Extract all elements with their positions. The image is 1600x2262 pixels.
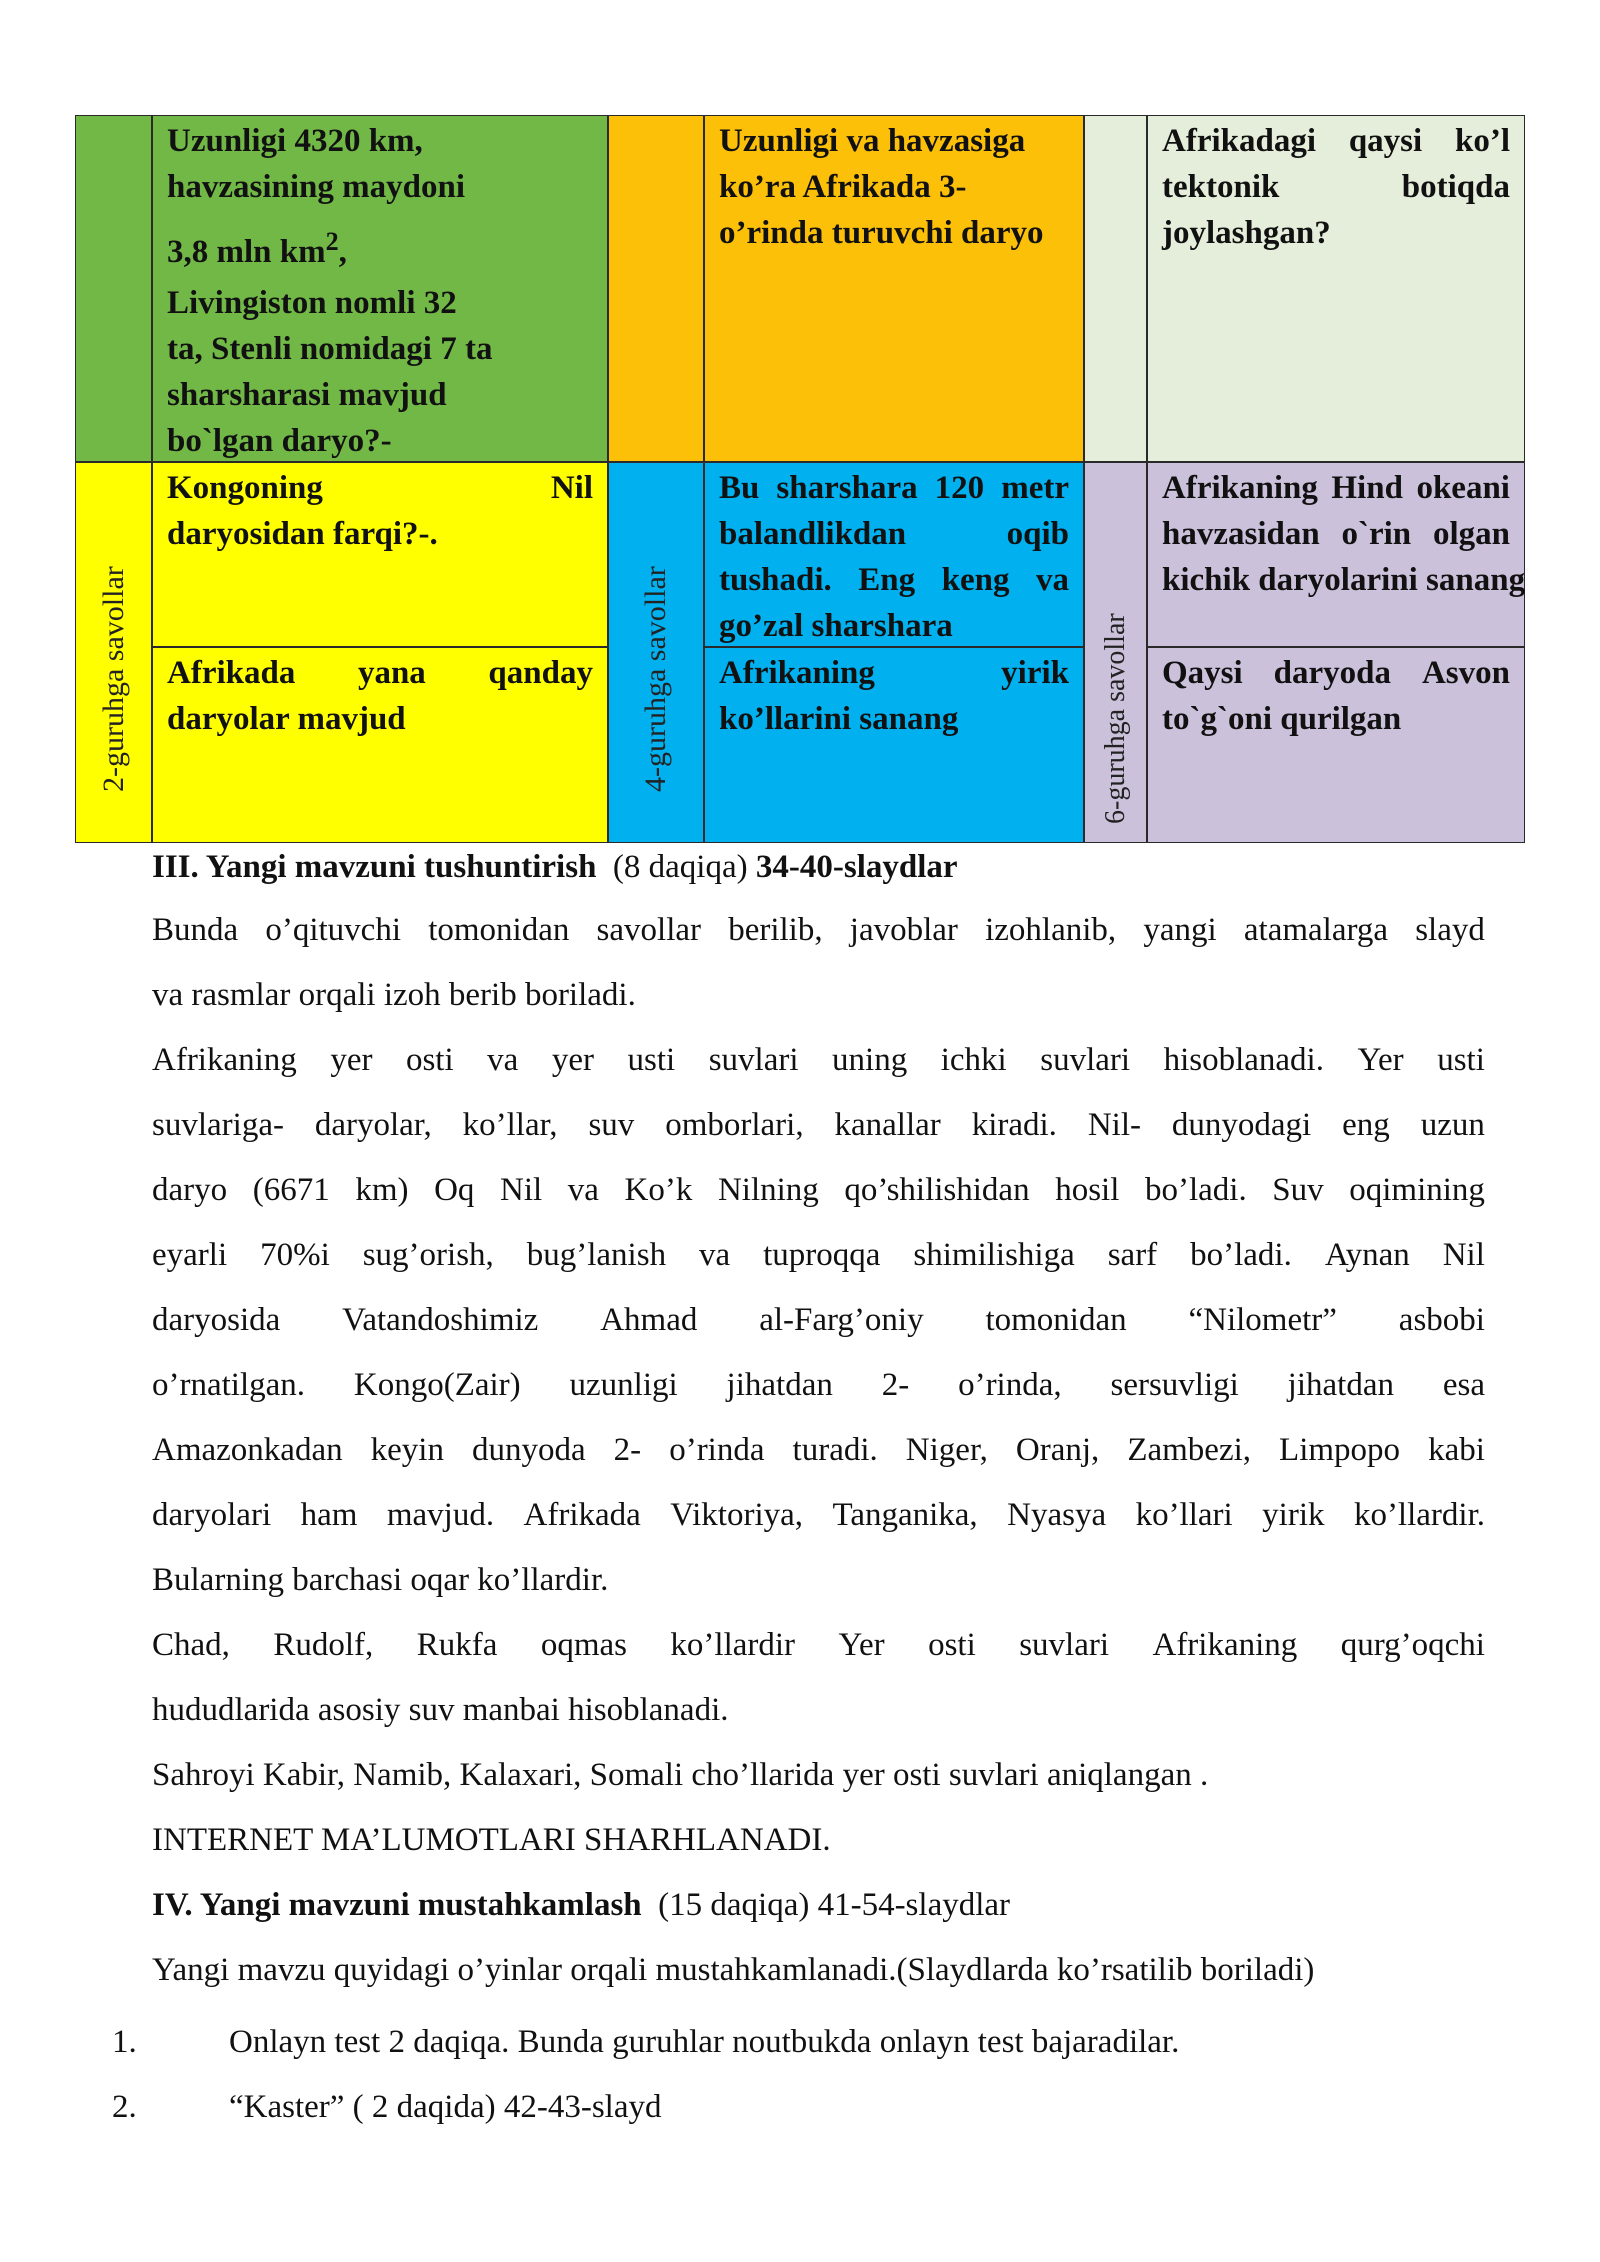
- group-strip-1: [75, 115, 152, 462]
- word: yer: [330, 1042, 373, 1078]
- word: Zambezi,: [1127, 1432, 1252, 1468]
- word: sersuvligi: [1110, 1367, 1239, 1403]
- paragraph-line: INTERNET MA’LUMOTLARI SHARHLANADI.: [152, 1822, 831, 1858]
- word: daryolar,: [314, 1107, 432, 1143]
- cell-line: [1162, 465, 1510, 511]
- cell-line: o’rinda turuvchi daryo: [719, 215, 1044, 251]
- word: yirik: [1001, 655, 1069, 691]
- heading-duration: (15 daqiqa) 41-54-slaydlar: [658, 1887, 1011, 1923]
- word: Tanganika,: [832, 1497, 978, 1533]
- word: Aynan: [1324, 1237, 1410, 1273]
- word: metr: [1001, 470, 1069, 506]
- word: “Nilometr”: [1188, 1302, 1337, 1338]
- word: havzasidan: [1162, 516, 1320, 552]
- word: Rukfa: [416, 1627, 498, 1663]
- word: o’rnatilgan.: [152, 1367, 306, 1403]
- word: eng: [1342, 1107, 1390, 1143]
- cell-line: [167, 210, 593, 280]
- word: yangi: [1143, 912, 1217, 948]
- word: suvlari: [708, 1042, 799, 1078]
- word: km): [355, 1172, 409, 1208]
- word: qaysi: [1348, 123, 1423, 159]
- word: tuproqqa: [763, 1237, 881, 1273]
- word: yer: [551, 1042, 594, 1078]
- group-strip-2: [608, 115, 704, 462]
- word: qurg’oqchi: [1340, 1627, 1485, 1663]
- cell-line: [167, 696, 593, 742]
- group-label-4: [608, 462, 704, 843]
- word: suvlariga-: [152, 1107, 284, 1143]
- word: ko’llari: [1135, 1497, 1233, 1533]
- word: Ko’k: [624, 1172, 693, 1208]
- word: Afrikada: [167, 655, 296, 691]
- item-text: Onlayn test 2 daqiqa. Bunda guruhlar noutbukda onlayn test bajaradilar.: [229, 2024, 1180, 2060]
- word: tomonidan: [428, 912, 570, 948]
- word: savollar: [596, 912, 702, 948]
- word: Viktoriya,: [670, 1497, 804, 1533]
- paragraph-line: [152, 898, 1485, 963]
- word: botiqda: [1401, 169, 1510, 205]
- word: jihatdan: [1287, 1367, 1394, 1403]
- word: usti: [627, 1042, 676, 1078]
- word: suvlari: [1019, 1627, 1110, 1663]
- paragraph-line: [152, 1418, 1485, 1483]
- cell-line: [167, 511, 593, 557]
- paragraph-line: va rasmlar orqali izoh berib boriladi.: [152, 977, 636, 1013]
- word: uzun: [1420, 1107, 1485, 1143]
- paragraph-line: [152, 1483, 1485, 1548]
- paragraph-line: [152, 1093, 1485, 1158]
- word: daryolari: [152, 1497, 272, 1533]
- word: Rudolf,: [273, 1627, 374, 1663]
- word: Bunda: [152, 912, 239, 948]
- group-label-text: 2-guruhga savollar: [96, 566, 130, 792]
- word: turadi.: [792, 1432, 878, 1468]
- cell-line: sharsharasi mavjud: [167, 377, 447, 413]
- word: 2-: [881, 1367, 910, 1403]
- cell-line: Uzunligi 4320 km,: [167, 123, 423, 159]
- paragraph-line: [152, 1353, 1485, 1418]
- heading-title: IV. Yangi mavzuni mustahkamlash: [152, 1887, 642, 1923]
- word: ko’llardir: [670, 1627, 796, 1663]
- word: Afrikaning: [719, 655, 875, 691]
- word: Afrikaning: [1152, 1627, 1298, 1663]
- word: daryosida: [152, 1302, 281, 1338]
- word: o’qituvchi: [265, 912, 402, 948]
- word: Nil: [550, 470, 593, 506]
- word: Afrikaning: [152, 1042, 297, 1078]
- word: dunyodagi: [1171, 1107, 1312, 1143]
- cell-line: bo`lgan daryo?-: [167, 423, 392, 459]
- cell-line: [167, 650, 593, 696]
- word: joylashgan?: [1162, 215, 1331, 251]
- word: yana: [357, 655, 426, 691]
- paragraph-line: hududlarida asosiy suv manbai hisoblanadi.: [152, 1692, 729, 1728]
- cell-line: [1162, 511, 1510, 557]
- word: osti: [928, 1627, 976, 1663]
- question-cell-third-river: [704, 115, 1084, 462]
- word: qo’shilishidan: [844, 1172, 1030, 1208]
- word: Nilning: [717, 1172, 819, 1208]
- word: Kongoning: [167, 470, 323, 506]
- word: Vatandoshimiz: [342, 1302, 539, 1338]
- word: bug’lanish: [526, 1237, 667, 1273]
- word: Qaysi: [1162, 655, 1243, 691]
- group-label-6: [1084, 462, 1147, 843]
- word: Amazonkadan: [152, 1432, 343, 1468]
- word: Yer: [838, 1627, 885, 1663]
- word: keng: [941, 562, 1010, 598]
- cell-line: [719, 511, 1069, 557]
- question-cell-congo-nile: [152, 462, 608, 647]
- heading-title: III. Yangi mavzuni tushuntirish: [152, 849, 597, 885]
- cell-line: ko’ra Afrikada 3-: [719, 169, 967, 205]
- cell-line: [719, 557, 1069, 603]
- word: Limpopo: [1279, 1432, 1401, 1468]
- word: o’rinda,: [958, 1367, 1062, 1403]
- word: Chad,: [152, 1627, 230, 1663]
- word: hisoblanadi.: [1163, 1042, 1324, 1078]
- word: suvlari: [1040, 1042, 1131, 1078]
- word: qanday: [488, 655, 593, 691]
- word: osti: [405, 1042, 454, 1078]
- word: oqimining: [1349, 1172, 1485, 1208]
- cell-line: [1162, 164, 1510, 210]
- word: yirik: [1262, 1497, 1325, 1533]
- word: shimilishiga: [913, 1237, 1075, 1273]
- word: bo’ladi.: [1144, 1172, 1247, 1208]
- questions-table: [75, 115, 1525, 843]
- word: Ahmad: [600, 1302, 698, 1338]
- group-label-2: [75, 462, 152, 843]
- word: dunyoda: [471, 1432, 586, 1468]
- word: Oranj,: [1015, 1432, 1100, 1468]
- word: usti: [1437, 1042, 1485, 1078]
- group-label-text: 6-guruhga savollar: [1099, 613, 1131, 824]
- word: daryolar mavjud: [167, 701, 406, 737]
- word: keyin: [370, 1432, 444, 1468]
- word: kiradi.: [971, 1107, 1057, 1143]
- paragraph-line: Bularning barchasi oqar ko’llardir.: [152, 1562, 609, 1598]
- word: Bu: [719, 470, 760, 506]
- comma: ,: [338, 234, 347, 270]
- paragraph-line: [152, 1613, 1485, 1678]
- question-cell-congo-length: [152, 115, 608, 462]
- word: daryo: [152, 1172, 228, 1208]
- word: oqib: [1006, 516, 1069, 552]
- cell-line: havzasining maydoni: [167, 169, 465, 205]
- cell-line: [1162, 210, 1510, 256]
- word: va: [699, 1237, 731, 1273]
- item-number: 1.: [112, 2024, 137, 2060]
- word: Niger,: [905, 1432, 988, 1468]
- word: uning: [832, 1042, 908, 1078]
- group-label-text: 4-guruhga savollar: [639, 566, 672, 792]
- word: va: [487, 1042, 519, 1078]
- word: esa: [1442, 1367, 1485, 1403]
- superscript: 2: [325, 227, 339, 256]
- word: ham: [300, 1497, 358, 1533]
- word: Nil-: [1087, 1107, 1141, 1143]
- word: jihatdan: [726, 1367, 833, 1403]
- word: Suv: [1272, 1172, 1324, 1208]
- area-value: 3,8 mln km: [167, 234, 326, 270]
- cell-line: [719, 603, 1069, 649]
- word: 2-: [613, 1432, 642, 1468]
- word: berilib,: [728, 912, 823, 948]
- word: javoblar: [849, 912, 958, 948]
- word: al-Farg’oniy: [759, 1302, 924, 1338]
- word: kabi: [1428, 1432, 1485, 1468]
- word: suv: [588, 1107, 635, 1143]
- word: bo’ladi.: [1190, 1237, 1292, 1273]
- cell-line: Uzunligi va havzasiga: [719, 123, 1026, 159]
- question-cell-other-rivers: [152, 647, 608, 843]
- word: sarf: [1107, 1237, 1158, 1273]
- section-4-heading: [152, 1873, 1485, 1938]
- section-3: [152, 836, 1485, 2003]
- word: okeani: [1416, 470, 1510, 506]
- word: omborlari,: [665, 1107, 804, 1143]
- word: 70%i: [260, 1237, 330, 1273]
- word: Hind: [1331, 470, 1403, 506]
- word: Afrikada: [523, 1497, 641, 1533]
- cell-line: [719, 465, 1069, 511]
- word: mavjud.: [386, 1497, 495, 1533]
- word: tomonidan: [985, 1302, 1127, 1338]
- question-cell-aswan-dam: [1147, 647, 1525, 843]
- word: to`g`oni qurilgan: [1162, 701, 1402, 737]
- cell-line: [719, 696, 1069, 742]
- word: Nyasya: [1007, 1497, 1107, 1533]
- cell-line: [167, 465, 593, 511]
- word: eyarli: [152, 1237, 228, 1273]
- word: go’zal sharshara: [719, 608, 953, 644]
- word: ko’llar,: [462, 1107, 558, 1143]
- word: Asvon: [1421, 655, 1510, 691]
- word: daryoda: [1273, 655, 1391, 691]
- word: olgan: [1432, 516, 1510, 552]
- paragraph-line: [152, 1223, 1485, 1288]
- question-cell-waterfall: [704, 462, 1084, 647]
- word: va: [1036, 562, 1069, 598]
- word: daryosidan farqi?-.: [167, 516, 438, 552]
- word: uzunligi: [569, 1367, 678, 1403]
- word: va: [567, 1172, 599, 1208]
- word: Nil: [500, 1172, 543, 1208]
- item-number: 2.: [112, 2089, 137, 2125]
- heading-slides: 34-40-slaydlar: [755, 849, 958, 885]
- paragraph-line: [152, 1158, 1485, 1223]
- word: sug’orish,: [362, 1237, 494, 1273]
- word: ko’l: [1454, 123, 1510, 159]
- word: izohlanib,: [985, 912, 1117, 948]
- word: atamalarga: [1243, 912, 1389, 948]
- word: 120: [934, 470, 985, 506]
- word: Afrikadagi: [1162, 123, 1317, 159]
- word: kichik daryolarini sanang: [1162, 562, 1526, 598]
- word: tushadi.: [719, 562, 832, 598]
- paragraph-line: Sahroyi Kabir, Namib, Kalaxari, Somali cho’llarida yer osti suvlari aniqlangan .: [152, 1757, 1209, 1793]
- word: sharshara: [776, 470, 918, 506]
- word: kanallar: [834, 1107, 941, 1143]
- word: o’rinda: [669, 1432, 765, 1468]
- word: balandlikdan: [719, 516, 907, 552]
- word: Kongo(Zair): [353, 1367, 521, 1403]
- cell-line: [1162, 650, 1510, 696]
- question-cell-large-lakes: [704, 647, 1084, 843]
- word: oqmas: [540, 1627, 627, 1663]
- cell-line: ta, Stenli nomidagi 7 ta: [167, 331, 493, 367]
- heading-duration: (8 daqiqa): [612, 849, 748, 885]
- paragraph-line: [152, 1028, 1485, 1093]
- word: hosil: [1055, 1172, 1120, 1208]
- word: Oq: [434, 1172, 475, 1208]
- word: slayd: [1415, 912, 1485, 948]
- word: Eng: [858, 562, 916, 598]
- section-3-heading: [152, 836, 1485, 898]
- paragraph-line: Yangi mavzu quyidagi o’yinlar orqali mustahkamlanadi.(Slaydlarda ko’rsatilib boriladi): [152, 1952, 1315, 1988]
- group-strip-3: [1084, 115, 1147, 462]
- word: o`rin: [1341, 516, 1412, 552]
- word: Yer: [1357, 1042, 1404, 1078]
- paragraph-line: [152, 1288, 1485, 1353]
- question-cell-indian-ocean-rivers: [1147, 462, 1525, 647]
- word: tektonik: [1162, 169, 1280, 205]
- cell-line: [719, 650, 1069, 696]
- cell-line: [1162, 696, 1510, 742]
- word: ko’llarini sanang: [719, 701, 959, 737]
- cell-line: [1162, 557, 1526, 603]
- word: Afrikaning: [1162, 470, 1318, 506]
- cell-line: [1162, 118, 1510, 164]
- item-text: “Kaster” ( 2 daqida) 42-43-slayd: [229, 2089, 662, 2125]
- word: ko’llardir.: [1353, 1497, 1485, 1533]
- question-cell-tectonic-lake: [1147, 115, 1525, 462]
- cell-line: Livingiston nomli 32: [167, 285, 457, 321]
- word: ichki: [940, 1042, 1007, 1078]
- word: asbobi: [1398, 1302, 1485, 1338]
- word: Nil: [1442, 1237, 1485, 1273]
- word: (6671: [252, 1172, 330, 1208]
